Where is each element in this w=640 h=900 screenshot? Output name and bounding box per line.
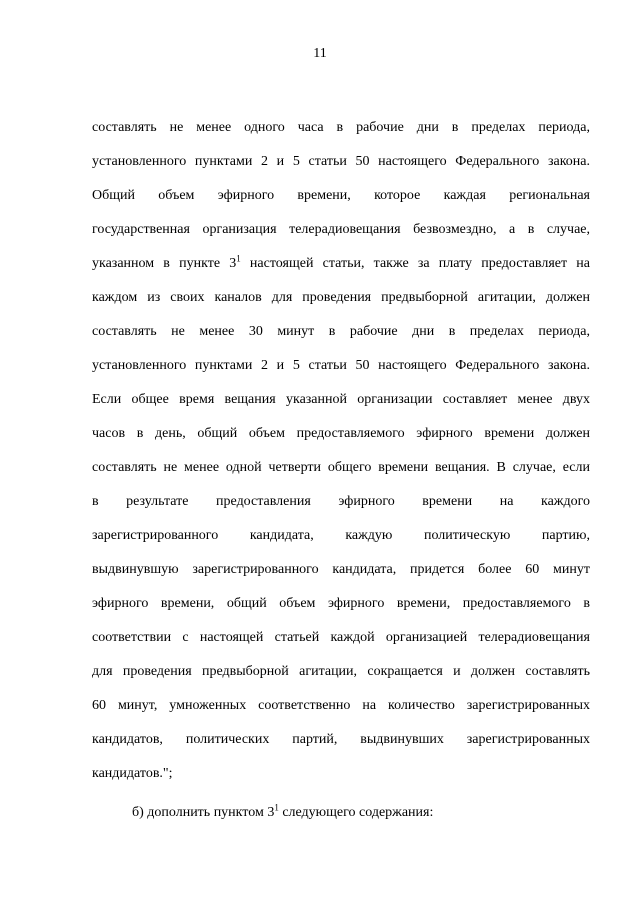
paragraph-line: выдвинувшую зарегистрированного кандидата, придется более 60 минут <box>92 562 590 577</box>
paragraph-line: кандидатов, политических партий, выдвинувших зарегистрированных <box>92 732 590 747</box>
page-number: 11 <box>313 46 327 61</box>
paragraph-line: кандидатов."; <box>92 766 173 781</box>
paragraph-line: установленного пунктами 2 и 5 статьи 50 настоящего Федерального закона. <box>92 154 590 169</box>
subpoint-text-after: следующего содержания: <box>278 805 434 820</box>
paragraph-line-with-superscript <box>92 254 590 274</box>
paragraph-line: в результате предоставления эфирного времени на каждого <box>92 494 590 509</box>
paragraph-line: составлять не менее одного часа в рабочие дни в пределах периода, <box>92 120 590 135</box>
subpoint-text-before: б) дополнить пунктом 3 <box>132 805 275 820</box>
paragraph-line: Общий объем эфирного времени, которое каждая региональная <box>92 188 590 203</box>
superscript-number: 1 <box>236 253 241 264</box>
line-text-after: настоящей статьи, также за плату предоставляет на <box>240 256 591 271</box>
paragraph-line: для проведения предвыборной агитации, сокращается и должен составлять <box>92 664 590 679</box>
subpoint-line <box>132 803 590 823</box>
paragraph-line: государственная организация телерадиовещания безвозмездно, а в случае, <box>92 222 590 237</box>
paragraph-line: эфирного времени, общий объем эфирного времени, предоставляемого в <box>92 596 590 611</box>
paragraph-line: зарегистрированного кандидата, каждую политическую партию, <box>92 528 590 543</box>
paragraph-line: 60 минут, умноженных соответственно на количество зарегистрированных <box>92 698 590 713</box>
paragraph-line: установленного пунктами 2 и 5 статьи 50 настоящего Федерального закона. <box>92 358 590 373</box>
superscript-number: 1 <box>274 802 279 813</box>
line-text-before: указанном в пункте 3 <box>92 256 237 271</box>
paragraph-line: Если общее время вещания указанной организации составляет менее двух <box>92 392 590 407</box>
paragraph-line: соответствии с настоящей статьей каждой организацией телерадиовещания <box>92 630 590 645</box>
paragraph-line: часов в день, общий объем предоставляемого эфирного времени должен <box>92 426 590 441</box>
paragraph-line: составлять не менее 30 минут в рабочие дни в пределах периода, <box>92 324 590 339</box>
paragraph-line: составлять не менее одной четверти общего времени вещания. В случае, если <box>92 460 590 475</box>
paragraph-line: каждом из своих каналов для проведения предвыборной агитации, должен <box>92 290 590 305</box>
